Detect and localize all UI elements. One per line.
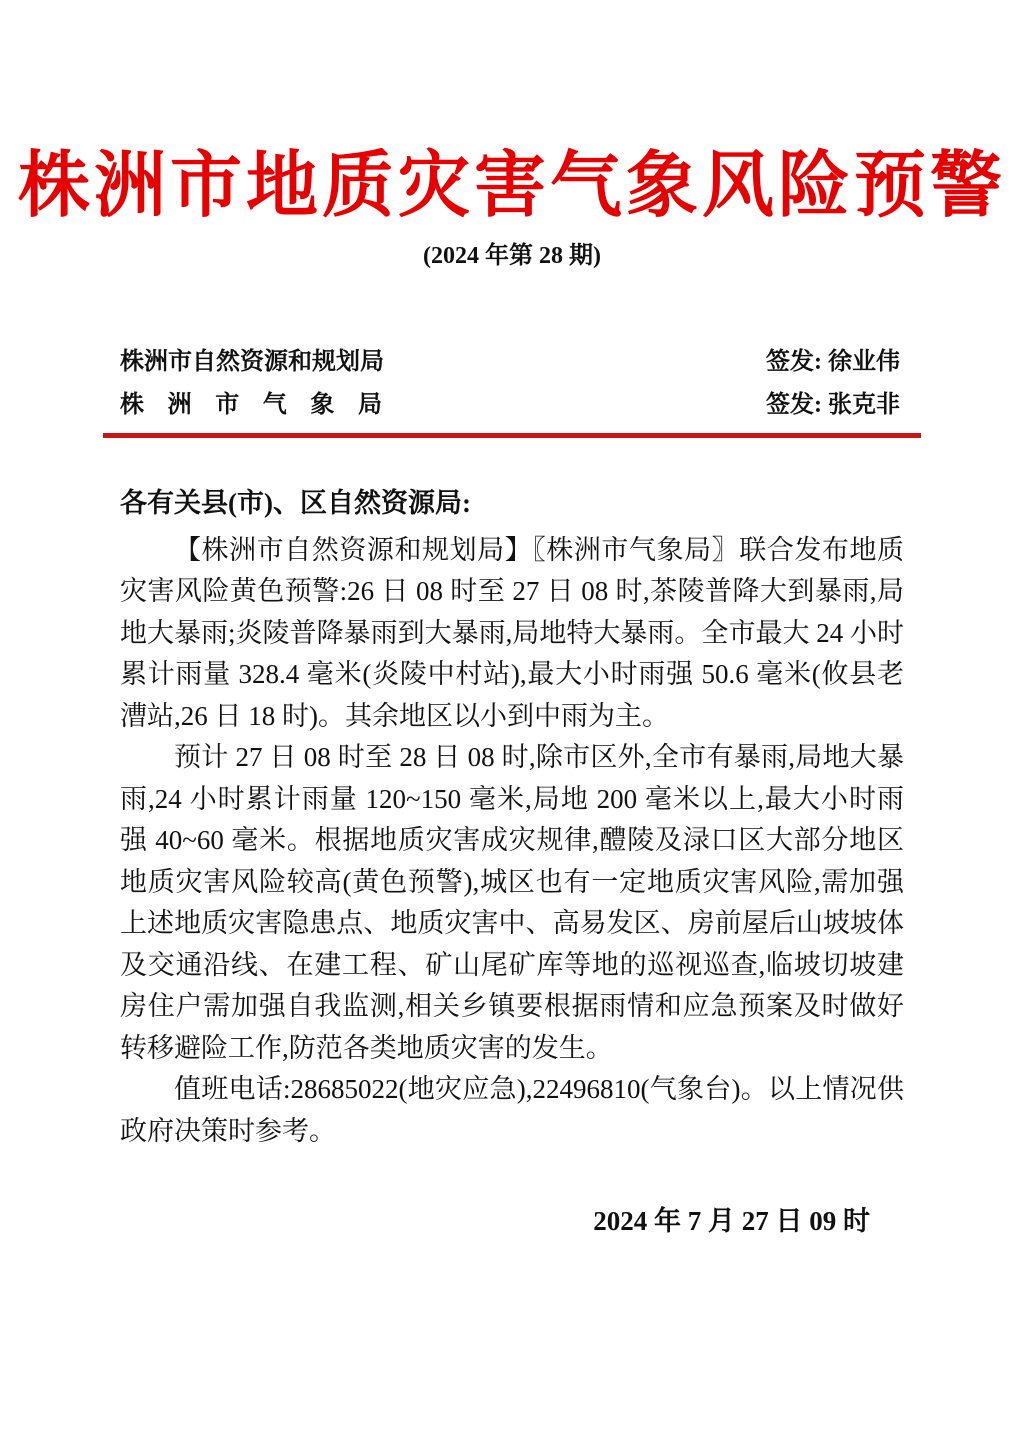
letterhead: [120, 341, 900, 427]
signer: 签发: 徐业伟: [766, 348, 900, 375]
issue-number: (2024 年第 28 期): [423, 242, 601, 269]
paragraph: 预计 27 日 08 时至 28 日 08 时,除市区外,全市有暴雨,局地大暴雨,24 小时累计雨量 120~150 毫米,局地 200 毫米以上,最大小时雨强 40~60 毫米。根据地质灾害成灾规律,醴陵及渌口区大部分地区地质灾害风险较高(黄色预警),城区也有一定地质灾害风险,需加强上述地质灾害隐患点、地质灾害中、高易发区、房前屋后山坡坡体及交通沿线、在建工程、矿山尾矿库等地的巡视巡查,临坡切坡建房住户需加强自我监测,相关乡镇要根据雨情和应急预案及时做好转移避险工作,防范各类地质灾害的发生。: [120, 742, 904, 1063]
date-line: 2024 年 7 月 27 日 09 时: [593, 1206, 870, 1237]
paragraph: 值班电话:28685022(地灾应急),22496810(气象台)。以上情况供政府决策时参考。: [120, 1074, 904, 1146]
org-name: 株洲市自然资源和规划局: [120, 348, 384, 375]
org-row: [120, 384, 900, 427]
org-name: 株洲市气象局: [120, 391, 382, 418]
org-row: [120, 341, 900, 384]
document-body: [120, 482, 904, 1243]
document-title: 株洲市地质灾害气象风险预警: [17, 146, 1006, 226]
red-divider: [103, 433, 921, 438]
salutation: 各有关县(市)、区自然资源局:: [120, 487, 471, 518]
paragraph: 【株洲市自然资源和规划局】〖株洲市气象局〗联合发布地质灾害风险黄色预警:26 日 08 时至 27 日 08 时,茶陵普降大到暴雨,局地大暴雨;炎陵普降暴雨到大暴雨,局地特大暴雨。全市最大 24 小时累计雨量 328.4 毫米(炎陵中村站),最大小时雨强 50.6 毫米(攸县老漕站,26 日 18 时)。其余地区以小到中雨为主。: [120, 534, 904, 731]
signer: 签发: 张克非: [766, 391, 900, 418]
